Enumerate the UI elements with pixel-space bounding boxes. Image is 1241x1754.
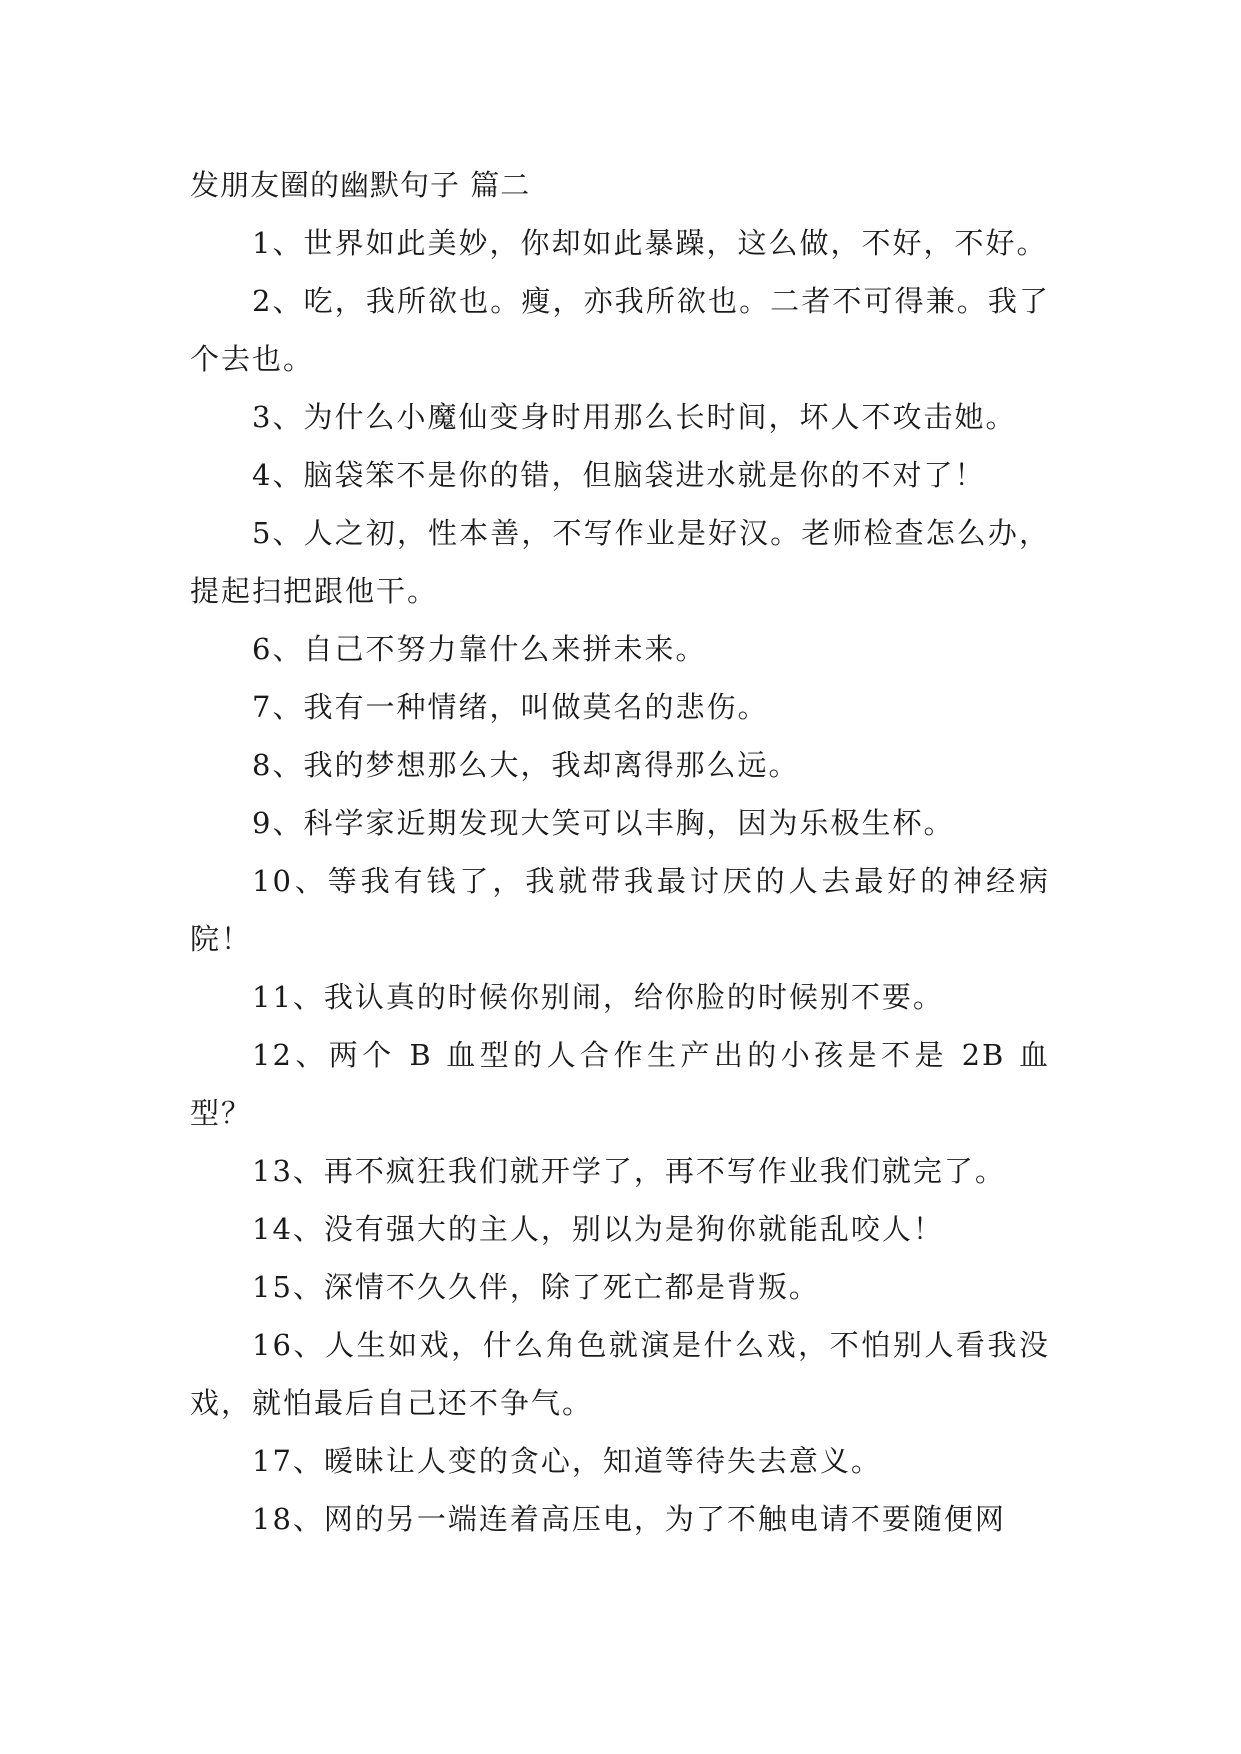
paragraph-7: 7、我有一种情绪，叫做莫名的悲伤。: [252, 690, 769, 724]
paragraph-3: 3、为什么小魔仙变身时用那么长时间，坏人不攻击她。: [252, 400, 1017, 434]
paragraph-16: 16、人生如戏，什么角色就演是什么戏，不怕别人看我没戏，就怕最后自己还不争气。: [190, 1328, 1050, 1420]
paragraph-17: 17、暧昧让人变的贪心，知道等待失去意义。: [252, 1444, 882, 1478]
document-title: 发朋友圈的幽默句子 篇二: [190, 168, 531, 202]
paragraph-18: 18、网的另一端连着高压电，为了不触电请不要随便网: [252, 1502, 1006, 1536]
paragraph-9: 9、科学家近期发现大笑可以丰胸，因为乐极生杯。: [252, 806, 955, 840]
paragraph-6: 6、自己不努力靠什么来拼未来。: [252, 632, 707, 666]
paragraph-14: 14、没有强大的主人，别以为是狗你就能乱咬人！: [252, 1212, 944, 1246]
paragraph-15: 15、深情不久久伴，除了死亡都是背叛。: [252, 1270, 820, 1304]
paragraph-8: 8、我的梦想那么大，我却离得那么远。: [252, 748, 800, 782]
paragraph-12: 12、两个 B 血型的人合作生产出的小孩是不是 2B 血型？: [190, 1038, 1050, 1130]
paragraph-13: 13、再不疯狂我们就开学了，再不写作业我们就完了。: [252, 1154, 1006, 1188]
paragraph-11: 11、我认真的时候你别闹，给你脸的时候别不要。: [252, 980, 944, 1014]
paragraph-4: 4、脑袋笨不是你的错，但脑袋进水就是你的不对了！: [252, 458, 986, 492]
paragraph-1: 1、世界如此美妙，你却如此暴躁，这么做，不好，不好。: [252, 226, 1048, 260]
document-body: [190, 156, 1050, 1548]
paragraph-5: 5、人之初，性本善，不写作业是好汉。老师检查怎么办，提起扫把跟他干。: [190, 516, 1050, 608]
paragraph-2: 2、吃，我所欲也。瘦，亦我所欲也。二者不可得兼。我了个去也。: [190, 284, 1050, 376]
paragraph-10: 10、等我有钱了，我就带我最讨厌的人去最好的神经病院！: [190, 864, 1050, 956]
